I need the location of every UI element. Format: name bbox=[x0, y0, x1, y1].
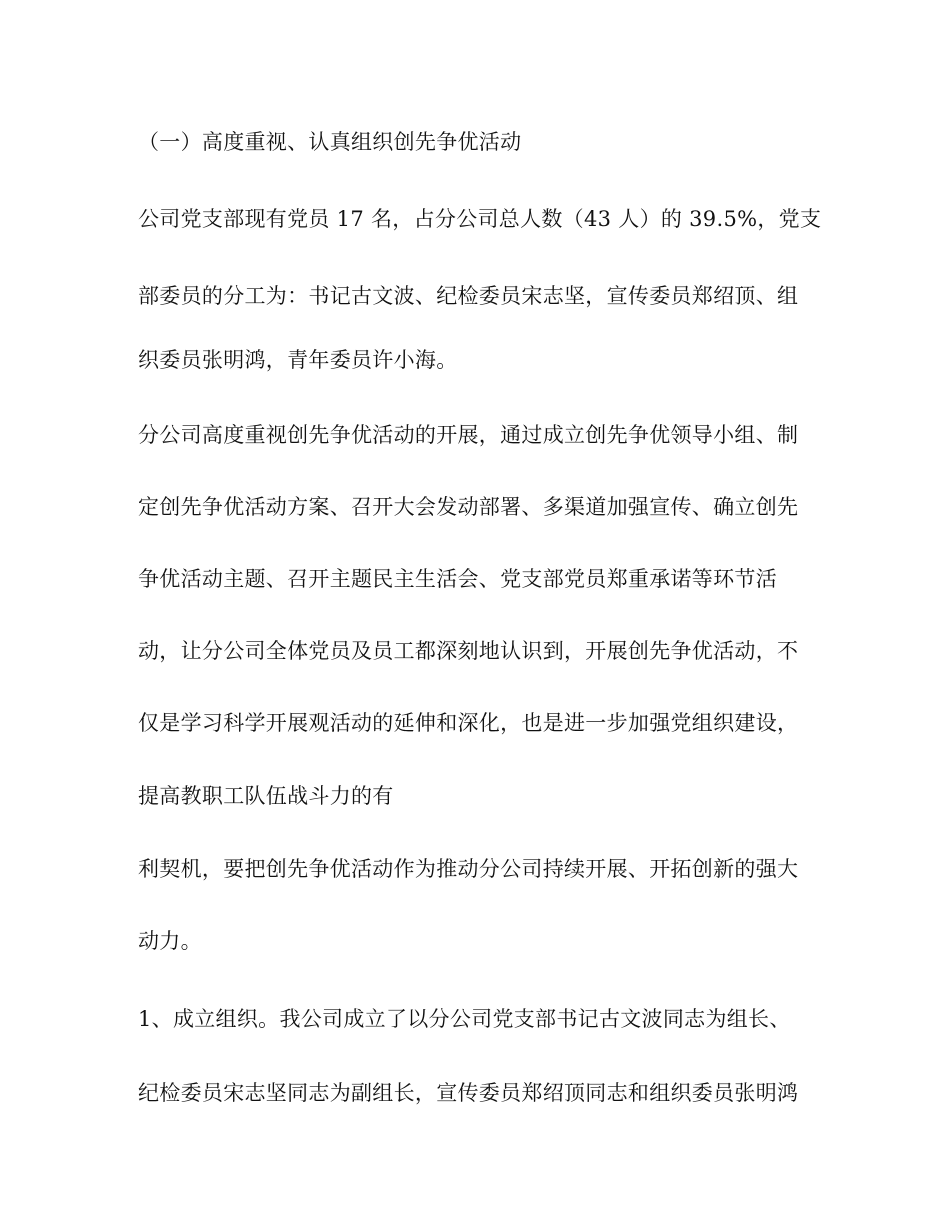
text-line-9: 提高教职工队伍战斗力的有 bbox=[138, 784, 394, 808]
text-line-7: 动，让分公司全体党员及员工都深刻地认识到，开展创先争优活动，不 bbox=[138, 639, 799, 663]
text-line-1: 公司党支部现有党员 17 名，占分公司总人数（43 人）的 39.5%，党支 bbox=[138, 207, 822, 231]
text-line-11: 动力。 bbox=[138, 929, 202, 953]
text-line-4: 分公司高度重视创先争优活动的开展，通过成立创先争优领导小组、制 bbox=[138, 423, 799, 447]
text-line-13: 纪检委员宋志坚同志为副组长，宣传委员郑绍顶同志和组织委员张明鸿 bbox=[138, 1081, 799, 1105]
text-line-5: 定创先争优活动方案、召开大会发动部署、多渠道加强宣传、确立创先 bbox=[138, 495, 799, 519]
text-line-6: 争优活动主题、召开主题民主生活会、党支部党员郑重承诺等环节活 bbox=[138, 567, 777, 591]
text-line-2: 部委员的分工为：书记古文波、纪检委员宋志坚，宣传委员郑绍顶、组 bbox=[138, 284, 799, 308]
text-line-3: 织委员张明鸿，青年委员许小海。 bbox=[138, 348, 458, 372]
numbered-item-1: 1、成立组织。我公司成立了以分公司党支部书记古文波同志为组长、 bbox=[138, 1007, 791, 1031]
text-line-10: 利契机，要把创先争优活动作为推动分公司持续开展、开拓创新的强大 bbox=[138, 857, 799, 881]
section-heading: （一）高度重视、认真组织创先争优活动 bbox=[138, 130, 522, 154]
text-line-8: 仅是学习科学开展观活动的延伸和深化，也是进一步加强党组织建设， bbox=[138, 711, 799, 735]
